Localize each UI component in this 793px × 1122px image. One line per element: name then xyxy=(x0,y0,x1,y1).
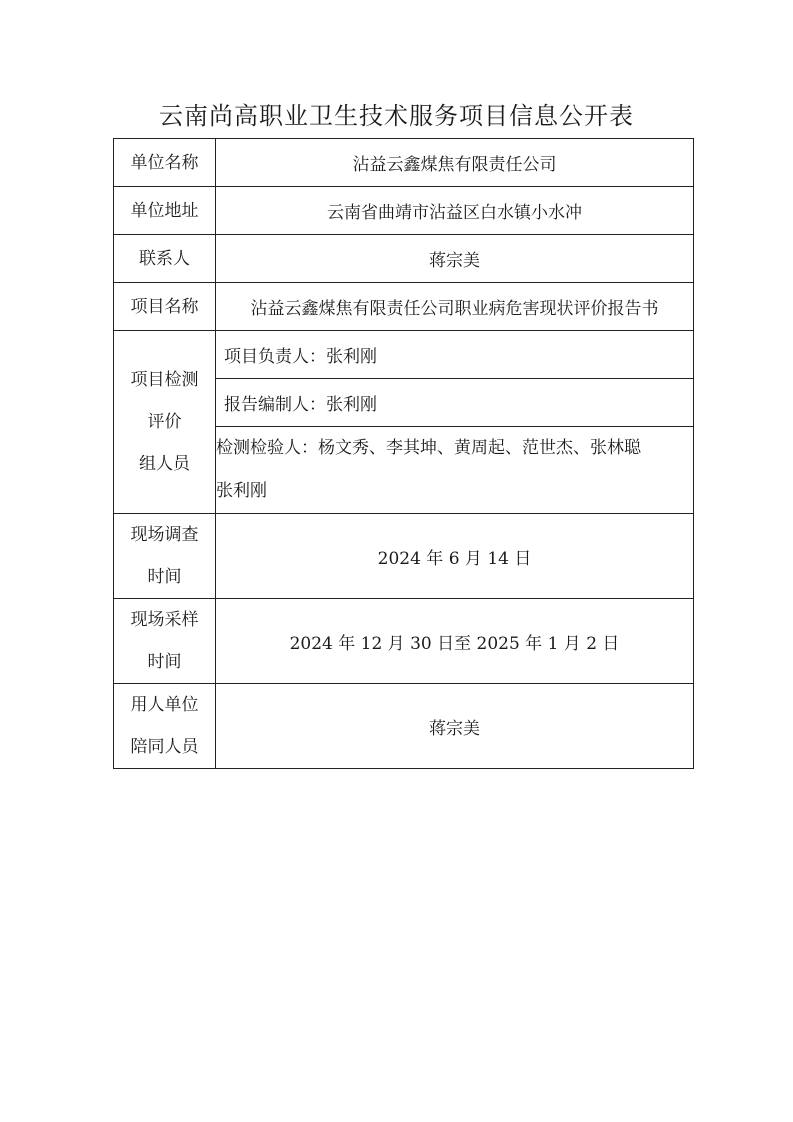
contact-label: 联系人 xyxy=(114,235,216,283)
unit-name-label: 单位名称 xyxy=(114,139,216,187)
team-label-line3: 组人员 xyxy=(139,454,190,474)
table-row-sampling-time xyxy=(114,599,694,684)
table-row-contact xyxy=(114,235,694,283)
sampling-time-value: 2024 年 12 月 30 日至 2025 年 1 月 2 日 xyxy=(216,599,694,684)
sampling-time-label-line2: 时间 xyxy=(147,652,182,672)
accompany-label-line2: 陪同人员 xyxy=(130,737,199,757)
survey-time-value: 2024 年 6 月 14 日 xyxy=(216,514,694,599)
team-label-line1: 项目检测 xyxy=(130,370,199,390)
table-row-unit-name xyxy=(114,139,694,187)
table-row-team-leader xyxy=(114,331,694,379)
survey-time-label-line2: 时间 xyxy=(147,567,182,587)
table-row-accompany xyxy=(114,684,694,769)
team-inspectors-value xyxy=(216,427,694,514)
survey-time-label-line1: 现场调查 xyxy=(130,525,199,545)
team-label xyxy=(114,331,216,514)
accompany-value: 蒋宗美 xyxy=(216,684,694,769)
project-name-value: 沾益云鑫煤焦有限责任公司职业病危害现状评价报告书 xyxy=(216,283,694,331)
table-row-survey-time xyxy=(114,514,694,599)
project-name-label: 项目名称 xyxy=(114,283,216,331)
team-author-value: 报告编制人：张利刚 xyxy=(216,379,694,427)
survey-time-label xyxy=(114,514,216,599)
unit-address-value: 云南省曲靖市沾益区白水镇小水冲 xyxy=(216,187,694,235)
accompany-label-line1: 用人单位 xyxy=(130,695,199,715)
team-inspectors-line1: 检测检验人：杨文秀、李其坤、黄周起、范世杰、张林聪 xyxy=(216,438,641,458)
info-table xyxy=(113,138,694,769)
sampling-time-label xyxy=(114,599,216,684)
table-row-project-name xyxy=(114,283,694,331)
sampling-time-label-line1: 现场采样 xyxy=(130,610,199,630)
team-inspectors-line2: 张利刚 xyxy=(216,481,267,501)
contact-value: 蒋宗美 xyxy=(216,235,694,283)
table-row-unit-address xyxy=(114,187,694,235)
accompany-label xyxy=(114,684,216,769)
team-leader-value: 项目负责人：张利刚 xyxy=(216,331,694,379)
page-title: 云南尚高职业卫生技术服务项目信息公开表 xyxy=(159,102,634,130)
team-label-line2: 评价 xyxy=(147,412,182,432)
unit-address-label: 单位地址 xyxy=(114,187,216,235)
unit-name-value: 沾益云鑫煤焦有限责任公司 xyxy=(216,139,694,187)
